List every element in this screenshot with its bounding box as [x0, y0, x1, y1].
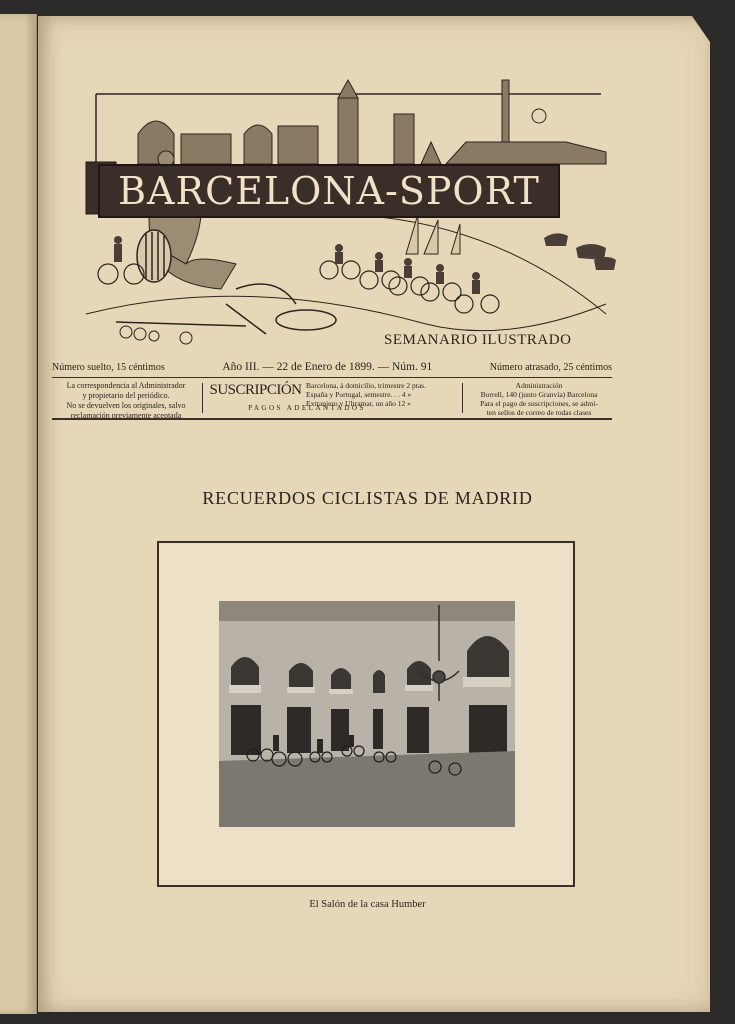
salon-photograph: [219, 601, 515, 827]
correspondence-line: No se devuelven los originales, salvo: [66, 401, 186, 410]
administration-note: [466, 381, 612, 417]
issue-text: Año III. — 22 de Enero de 1899. — Núm. 91: [222, 361, 433, 373]
payment-note: PAGOS ADELANTADOS: [248, 404, 366, 412]
admin-line: Para el pago de suscripciones, se admi-: [480, 399, 598, 408]
rate-line: Barcelona, á domicilio, trimestre 2 ptas.: [306, 381, 426, 390]
correspondence-line: La correspondencia al Administrador: [66, 381, 186, 390]
rate-line: España y Portugal, semestre. . . 4 »: [306, 390, 412, 399]
price-text: Número suelto, 15 céntimos: [52, 361, 165, 373]
admin-line: ten sellos de correo de todas clases: [486, 408, 592, 417]
correspondence-line: y propietario del periódico.: [82, 391, 170, 400]
rate-line: Extranjero y Ultramar, un año 12 »: [306, 399, 411, 408]
correspondence-line: reclamación previamente aceptada: [70, 411, 182, 420]
masthead-title: BARCELONA-SPORT: [118, 169, 540, 213]
masthead-subtitle: SEMANARIO ILUSTRADO: [384, 332, 572, 348]
admin-line: Borrell, 140 (junto Granvía) Barcelona: [480, 390, 598, 399]
salon-illustration: [219, 601, 515, 827]
corner-fold: [692, 16, 710, 42]
rule-top: [52, 377, 612, 378]
divider: [462, 383, 463, 413]
photo-frame: [157, 541, 575, 887]
masthead-title-band: [98, 164, 560, 218]
divider: [202, 383, 203, 413]
back-issue-text: Número atrasado, 25 céntimos: [489, 361, 612, 373]
photo-caption: El Salón de la casa Humber: [309, 899, 426, 910]
issue-info-row: [52, 358, 612, 376]
article-title: RECUERDOS CICLISTAS DE MADRID: [202, 488, 533, 508]
subscription-block: [52, 381, 612, 419]
subscription-title: SUSCRIPCIÓN: [209, 382, 302, 398]
correspondence-note: [52, 381, 200, 421]
rule-bottom: [52, 418, 612, 420]
admin-line: Administración: [515, 381, 563, 390]
masthead: [46, 64, 616, 356]
left-page-edge: [0, 14, 37, 1014]
